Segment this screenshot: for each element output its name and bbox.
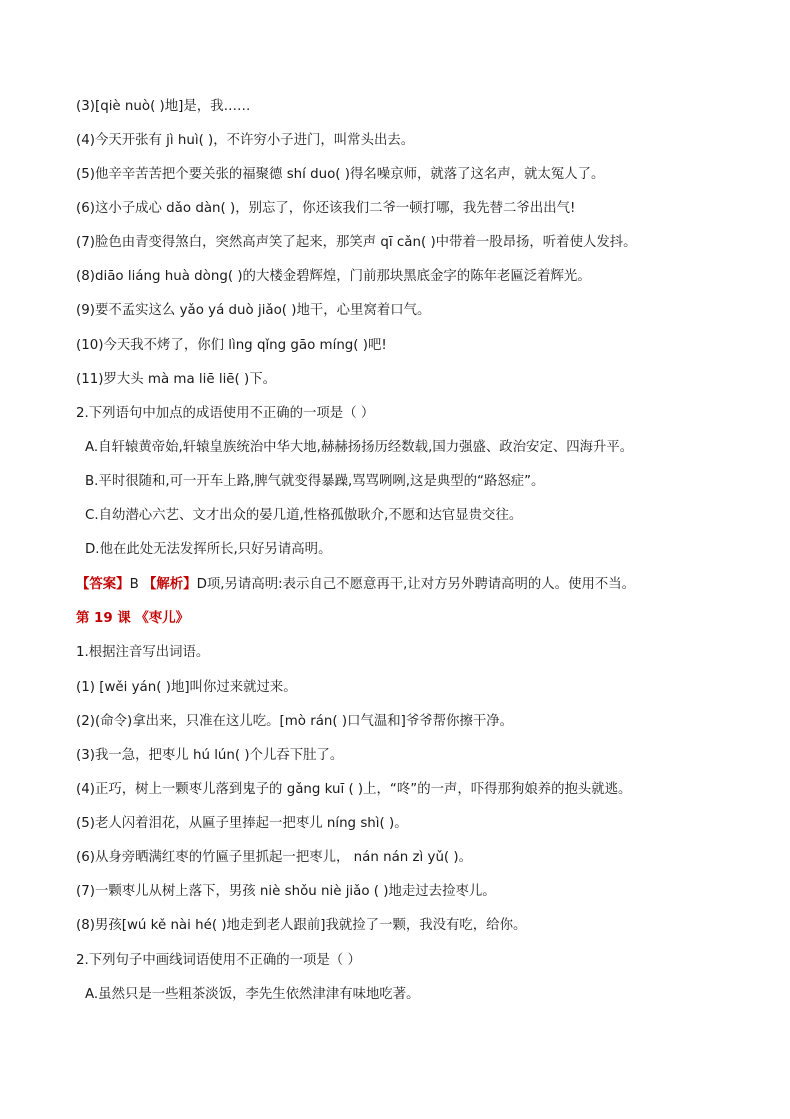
lesson-title: 第 19 课 《枣儿》 [76,611,189,626]
exercise-item-8: (8)男孩[wú kě nài hé( )地走到老人跟前]我就捡了一颗，我没有吃，给你。 [76,918,527,933]
exercise-item-7: (7)一颗枣儿从树上落下，男孩 niè shǒu niè jiǎo ( )地走过去捡枣儿。 [76,884,496,899]
exercise-item-7: (7)脸色由青变得煞白，突然高声笑了起来，那笑声 qī cǎn( )中带着一股昂扬，听着使人发抖。 [76,235,637,250]
question-stem: 1.根据注音写出词语。 [76,645,210,660]
analysis-tag: 【解析】 [143,577,197,592]
exercise-item-6: (6)从身旁晒满红枣的竹匾子里抓起一把枣儿， nán nán zì yǔ( )。 [76,850,473,865]
exercise-item-6: (6)这小子成心 dǎo dàn( )，别忘了，你还该我们二爷一顿打哪，我先替二爷出出气! [76,201,576,216]
analysis-text: D项,另请高明:表示自己不愿意再干,让对方另外聘请高明的人。使用不当。 [196,577,636,592]
option-b: B.平时很随和,可一开车上路,脾气就变得暴躁,骂骂咧咧,这是典型的“路怒症”。 [85,474,545,489]
answer-tag: 【答案】 [76,577,130,592]
exercise-item-4: (4)正巧，树上一颗枣儿落到鬼子的 gǎng kuī ( )上，“咚”的一声，吓得那狗娘养的抱头就逃。 [76,782,632,797]
option-c: C.自幼潜心六艺、文才出众的晏几道,性格孤傲耿介,不愿和达官显贵交往。 [85,508,523,523]
exercise-item-5: (5)老人闪着泪花，从匾子里捧起一把枣儿 níng shì( )。 [76,816,408,831]
question-stem: 2.下列句子中画线词语使用不正确的一项是（ ） [76,953,361,968]
exercise-item-1: (1) [wěi yán( )地]叫你过来就过来。 [76,680,297,695]
exercise-item-9: (9)要不孟实这么 yǎo yá duò jiǎo( )地干，心里窝着口气。 [76,303,431,318]
exercise-item-11: (11)罗大头 mà ma liē liē( )下。 [76,372,277,387]
option-a: A.虽然只是一些粗茶淡饭，李先生依然津津有味地吃著。 [85,987,420,1002]
exercise-item-4: (4)今天开张有 jì huì( )，不许穷小子进门，叫常头出去。 [76,133,415,148]
answer-value: B [129,577,144,592]
answer-line [76,575,770,595]
exercise-item-2: (2)(命令)拿出来，只准在这儿吃。[mò rán( )口气温和]爷爷帮你擦干净。 [76,714,514,729]
exercise-item-8: (8)diāo liáng huà dòng( )的大楼金碧辉煌，门前那块黑底金字的陈年老匾泛着辉光。 [76,269,591,284]
question-stem: 2.下列语句中加点的成语使用不正确的一项是（ ） [76,406,375,421]
exercise-item-5: (5)他辛辛苦苦把个要关张的福聚德 shí duo( )得名噪京师，就落了这名声，就太冤人了。 [76,167,605,182]
exercise-item-3: (3)[qiè nuò( )地]是，我…… [76,99,251,114]
exercise-item-3: (3)我一急，把枣儿 hú lún( )个儿吞下肚了。 [76,748,344,763]
option-a: A.自轩辕黄帝始,轩辕皇族统治中华大地,赫赫扬扬历经数载,国力强盛、政治安定、四海升平。 [85,440,634,455]
option-d: D.他在此处无法发挥所长,只好另请高明。 [85,542,332,557]
exercise-item-10: (10)今天我不烤了，你们 lìng qǐng gāo míng( )吧! [76,338,387,353]
